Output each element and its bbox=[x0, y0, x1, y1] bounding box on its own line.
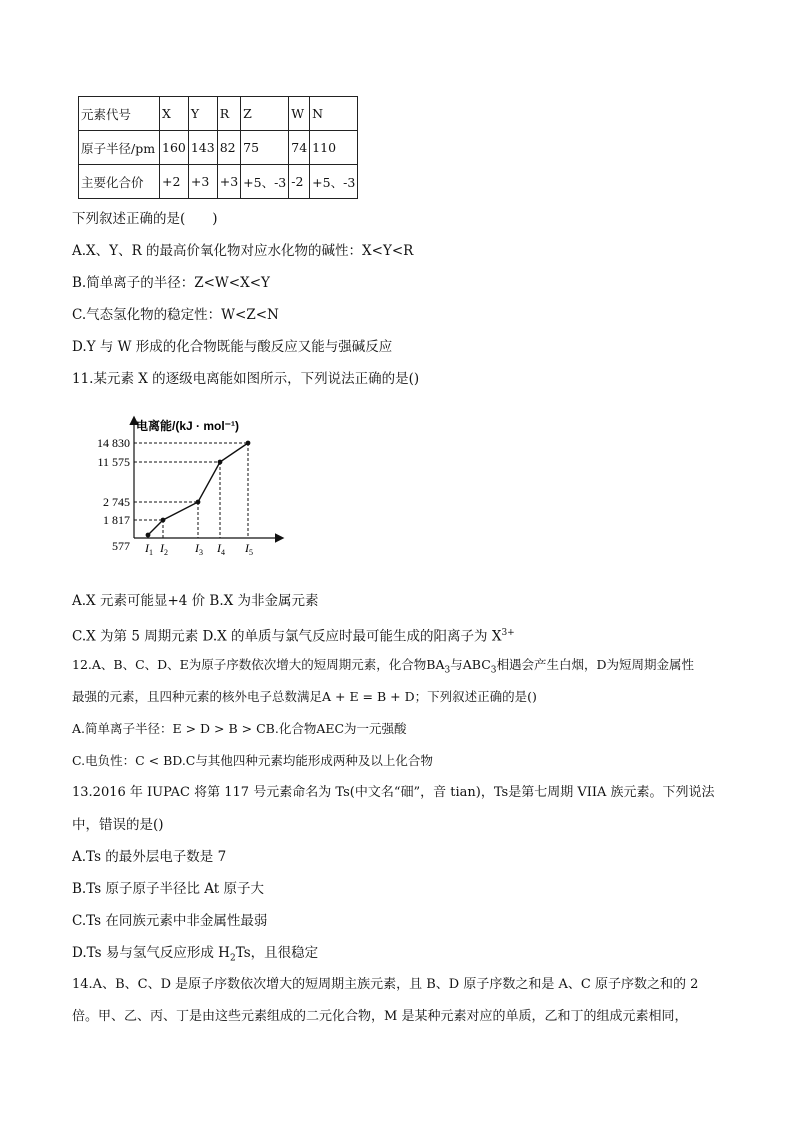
q11-options-cd-text: C.X 为第 5 周期元素 D.X 的单质与氯气反应时最可能生成的阳离子为 X bbox=[72, 628, 502, 645]
q13-stem-line-1: 13.2016 年 IUPAC 将第 117 号元素命名为 Ts(中文名“鿬”，音 tian)，Ts是第七周期 VIIA 族元素。下列说法 bbox=[72, 785, 715, 800]
q13-option-b: B.Ts 原子原子半径比 At 原子大 bbox=[72, 881, 264, 897]
data-point bbox=[196, 500, 201, 505]
q10-option-b: B.简单离子的半径：Z<W<X<Y bbox=[72, 275, 270, 291]
charge-superscript: 3+ bbox=[501, 628, 515, 638]
table-cell: +3 bbox=[217, 165, 240, 199]
data-point bbox=[218, 460, 223, 465]
table-cell: 82 bbox=[217, 131, 240, 165]
table-cell: Y bbox=[188, 97, 217, 131]
q11-stem: 11.某元素 X 的逐级电离能如图所示，下列说法正确的是() bbox=[72, 371, 420, 387]
q13-option-d-text: Ts，且很稳定 bbox=[235, 945, 319, 961]
y-tick-label: 1 817 bbox=[103, 513, 130, 527]
y-tick-label: 577 bbox=[112, 539, 130, 553]
table-cell: 原子半径/pm bbox=[79, 131, 160, 165]
q13-stem-line-2: 中，错误的是() bbox=[72, 817, 164, 833]
table-cell: 主要化合价 bbox=[79, 165, 160, 199]
x-tick-label: $I_4$ bbox=[217, 541, 225, 557]
q12-text: 与ABC bbox=[450, 657, 491, 672]
q12-options-cd: C.电负性：C < BD.C与其他四种元素均能形成两种及以上化合物 bbox=[72, 753, 433, 768]
element-table bbox=[78, 96, 358, 199]
y-tick-label: 2 745 bbox=[103, 495, 130, 509]
x-tick-label: $I_5$ bbox=[245, 541, 253, 557]
q13-option-c: C.Ts 在同族元素中非金属性最弱 bbox=[72, 913, 268, 929]
table-header-row bbox=[79, 97, 358, 131]
table-cell: W bbox=[289, 97, 310, 131]
table-cell: -2 bbox=[289, 165, 310, 199]
table-cell: Z bbox=[241, 97, 289, 131]
q10-option-c: C.气态氢化物的稳定性：W<Z<N bbox=[72, 307, 279, 323]
y-tick-label: 11 575 bbox=[97, 455, 130, 469]
q11-options-cd bbox=[72, 624, 515, 646]
table-cell: N bbox=[310, 97, 358, 131]
q14-stem-line-2: 倍。甲、乙、丙、丁是由这些元素组成的二元化合物，M 是某种元素对应的单质，乙和丁的组成元素相同， bbox=[72, 1009, 688, 1024]
table-cell: 75 bbox=[241, 131, 289, 165]
q12-options-ab: A.简单离子半径：E > D > B > CB.化合物AEC为一元强酸 bbox=[72, 721, 407, 736]
table-cell: R bbox=[217, 97, 240, 131]
x-tick-label: $I_1$ bbox=[145, 541, 153, 557]
q14-stem-line-1: 14.A、B、C、D 是原子序数依次增大的短周期主族元素，且 B、D 原子序数之和是 A、C 原子序数之和的 2 bbox=[72, 977, 699, 992]
x-tick-label: $I_2$ bbox=[160, 541, 168, 557]
table-cell: 110 bbox=[310, 131, 358, 165]
q12-text: 相遇会产生白烟，D为短周期金属性 bbox=[496, 657, 695, 672]
table-cell: 元素代号 bbox=[79, 97, 160, 131]
table-cell: 160 bbox=[160, 131, 189, 165]
q10-option-d: D.Y 与 W 形成的化合物既能与酸反应又能与强碱反应 bbox=[72, 339, 393, 355]
subscript: 3 bbox=[490, 665, 497, 676]
q11-options-ab: A.X 元素可能显+4 价 B.X 为非金属元素 bbox=[72, 593, 319, 609]
q13-option-d-text: D.Ts 易与氢气反应形成 H bbox=[72, 945, 230, 961]
table-cell: +5、-3 bbox=[310, 165, 358, 199]
q12-line-1 bbox=[72, 656, 694, 680]
table-cell: +3 bbox=[188, 165, 217, 199]
y-axis-label: 电离能/(kJ · mol⁻¹) bbox=[136, 419, 240, 433]
table-cell: 74 bbox=[289, 131, 310, 165]
table-cell: 143 bbox=[188, 131, 217, 165]
q12-text: 12.A、B、C、D、E为原子序数依次增大的短周期元素，化合物BA bbox=[72, 657, 445, 672]
table-row bbox=[79, 131, 358, 165]
data-point bbox=[146, 533, 151, 538]
subscript: 3 bbox=[444, 665, 451, 676]
q12-line-2: 最强的元素，且四种元素的核外电子总数满足A + E = B + D；下列叙述正确的是() bbox=[72, 689, 537, 704]
table-cell: X bbox=[160, 97, 189, 131]
q13-option-a: A.Ts 的最外层电子数是 7 bbox=[72, 849, 227, 865]
q13-option-d bbox=[72, 944, 318, 968]
subscript: 2 bbox=[229, 953, 236, 964]
data-point bbox=[161, 518, 166, 523]
data-point bbox=[246, 441, 251, 446]
ionization-energy-chart bbox=[78, 410, 298, 572]
table-cell: +5、-3 bbox=[241, 165, 289, 199]
x-tick-label: $I_3$ bbox=[195, 541, 203, 557]
q10-option-a: A.X、Y、R 的最高价氧化物对应水化物的碱性：X<Y<R bbox=[72, 243, 414, 259]
y-tick-label: 14 830 bbox=[97, 436, 130, 450]
table-cell: +2 bbox=[160, 165, 189, 199]
q10-stem: 下列叙述正确的是( ) bbox=[72, 211, 218, 227]
table-row bbox=[79, 165, 358, 199]
